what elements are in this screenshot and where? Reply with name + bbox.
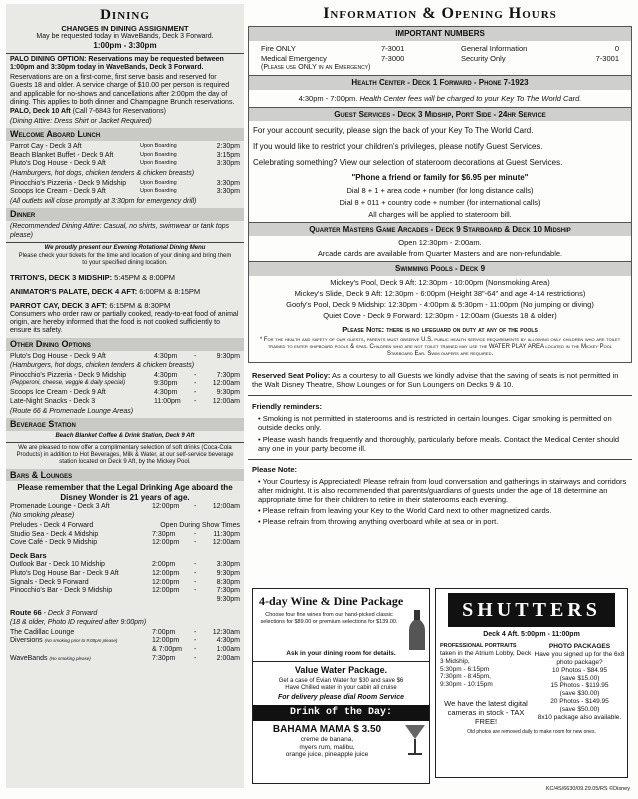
emergency-note: (Please use ONLY in an Emergency) — [261, 63, 371, 71]
health-time: 4:30pm - 7:00pm. — [298, 93, 358, 103]
medical-label: Medical Emergency — [261, 53, 327, 63]
palo-call: (Call 7-6843 for Reservations) — [72, 108, 167, 116]
cocktail-icon — [401, 721, 429, 761]
info-title: Information & Opening Hours — [323, 5, 557, 22]
wine-bottle-icon — [405, 610, 429, 650]
arcade-note: Arcade cards are available from Quarter Masters and are non-refundable. — [317, 249, 563, 259]
route-row: Diversions (No smoking prior to 9:00pm please) 12:00pm - 4:30pm — [10, 637, 240, 645]
pool-goofy: Goofy's Pool, Deck 9 Midship: 12:30pm - 4:00pm & 5:30pm - 11:00pm (No jumping or diving) — [286, 299, 594, 309]
deck-bars-heading: Deck Bars — [10, 551, 47, 560]
pools-heading: Swimming Pools - Deck 9 — [249, 261, 631, 276]
package-line: (save $15.00) — [559, 674, 600, 682]
packages-text: Have you signed up for the 6x8 photo package? — [534, 651, 625, 666]
route-note: (18 & older, Photo ID required after 9:00pm) — [10, 619, 147, 627]
bahama-line1: creme de banana, — [300, 735, 354, 743]
digital-cameras: We have the latest digital cameras in stock - TAX FREE! — [444, 698, 528, 726]
shutters-location: Deck 4 Aft. 5:00pm - 11:00pm — [483, 631, 580, 638]
packages-heading: PHOTO PACKAGES — [548, 643, 611, 651]
package-line: 10 Photos - $84.95 — [552, 666, 607, 674]
assign-time: 1:00pm - 3:30pm — [93, 41, 157, 51]
dial-intl: Dial 8 + 011 + country code + number (for international calls) — [339, 197, 541, 207]
animator-label: ANIMATOR'S PALATE, DECK 4 AFT: — [10, 286, 138, 296]
bars-heading: Bars & Lounges — [6, 469, 244, 482]
palo-option: PALO DINING OPTION: Reservations may be requested between 1:00pm and 3:30pm today in WaveBands, Deck 3 Forward. — [10, 55, 224, 72]
reminder-hands: Please wash hands frequently and thoroughly, particularly before meals. Contact the Medical Center should any one in your party become ill. — [258, 435, 620, 454]
deck-bar-row: Outlook Bar - Deck 10 Midship 2:00pm - 3:30pm — [10, 561, 240, 568]
other-row: Pluto's Dog House - Deck 9 Aft 4:30pm - 9:30pm — [10, 352, 240, 360]
other-row: (Pepperoni, cheese, veggie & daily special) 9:30pm - 12:00am — [10, 380, 240, 388]
important-numbers — [248, 26, 632, 363]
package-line: 8x10 package also available. — [537, 713, 622, 721]
other-dining-heading: Other Dining Options — [6, 338, 244, 351]
bahama-title: BAHAMA MAMA $ 3.50 — [272, 723, 382, 735]
guest-celebrate: Celebrating something? View our selection of stateroom decorations at Guest Services. — [253, 157, 563, 167]
important-heading: IMPORTANT NUMBERS — [249, 27, 631, 41]
route-row: & 7:00pm - 1:00am — [152, 646, 240, 654]
shutters-ad — [435, 588, 628, 778]
lunch-note: (Hamburgers, hot dogs, chicken tenders & chicken breasts) — [10, 170, 195, 178]
seat-text: As a courtesy to all Guests we kindly advise that the saving of seats is not permitted in the Walt Disney Theatre, Show Lounges or for Sun Loungers on Decks 9 & 10. — [252, 371, 619, 390]
health-note: Health Center fees will be charged to your Key To The World Card. — [359, 93, 582, 103]
please-note-heading: Please Note: — [252, 465, 298, 475]
lunch-drill-note: (All outlets will close promptly at 3:30pm for emergency drill) — [10, 198, 197, 206]
drinking-age: Please remember that the Legal Drinking Age aboard the Disney Wonder is 21 years of age. — [17, 483, 233, 503]
package-line: (save $30.00) — [559, 690, 600, 698]
arcade-time: Open 12:30pm - 2:00am. — [398, 238, 482, 248]
footer-code: KC/4S/6630/09.29.05/RS ©Disney — [545, 786, 630, 792]
lunch-row: Beach Blanket Buffet - Deck 9 Aft Upon Boarding 3:15pm — [10, 151, 240, 159]
security-label: Security Only — [461, 53, 506, 63]
dinner-attire: (Recommended Dining Attire: Casual, no shirts, swimwear or tank tops please) — [10, 223, 230, 239]
note-overboard: Please refrain from throwing anything overboard while at sea or in port. — [262, 517, 499, 527]
fire-label: Fire ONLY — [261, 43, 296, 53]
beverage-location: Beach Blanket Coffee & Drink Station, Deck 9 Aft — [55, 432, 195, 439]
assign-heading: CHANGES IN DINING ASSIGNMENT — [61, 24, 189, 33]
route-heading: Route 66 — [10, 607, 42, 617]
dining-column — [6, 4, 244, 788]
toilet-note: * For the health and safety of our guests, parents must observe U.S. public health service requirements by allowing only children who are toilet trained to enter shipboard pools & spas. Children who are not toilet trained may use the WATER PLAY AREA located in the Mickey Pool Starboard Ear. Swim diapers are required. — [259, 336, 621, 358]
drink-heading: Drink of the Day: — [253, 705, 429, 721]
guest-services-heading: Guest Services - Deck 3 Midship, Port Side - 24hr Service — [249, 107, 631, 122]
portraits-heading: PROFESSIONAL PORTRAITS — [440, 643, 517, 650]
pool-mickey: Mickey's Pool, Deck 9 Aft: 12:30pm - 10:00pm (Nonsmoking Area) — [330, 277, 550, 287]
other-note: (Hamburgers, hot dogs, chicken tenders & chicken breasts) — [10, 362, 195, 370]
raw-food-warning: Consumers who order raw or partially cooked, ready-to-eat food of animal origin, are hereby informed that the food is not cooked sufficiently to ensure its safety. — [10, 310, 239, 335]
friendly-heading: Friendly reminders: — [252, 402, 323, 412]
dial-long: Dial 8 + 1 + area code + number (for long distance calls) — [346, 185, 534, 195]
dinner-present: We proudly present our Evening Rotational Dining Menu — [44, 245, 206, 252]
dinner-heading: Dinner — [6, 208, 244, 221]
assign-text: May be requested today in WaveBands, Deck 3 Forward. — [36, 33, 214, 40]
water-delivery: For delivery please dial Room Service — [277, 694, 405, 702]
parrot-times: 6:15PM & 8:30PM — [109, 300, 171, 310]
package-line: 20 Photos - $149.95 — [550, 697, 609, 705]
other-row: Scoops Ice Cream - Deck 9 Aft 4:30pm - 9:30pm — [10, 389, 240, 397]
portrait-time: 5:30pm - 6:15pm — [440, 665, 490, 673]
beverage-text: We are pleased to now offer a complimentary selection of soft drinks (Coca-Cola Products) in addition to Hot Beverages, Milk & Water, at our self-service beverage station located on Deck 9 Aft, by the Mickey Pool. — [16, 445, 234, 466]
note-courtesy: Your Courtesy is Appreciated! Please refrain from loud conversation and gatherings in stairways and corridors after midnight. It is also recommended that parents/guardians of guests under the age of 18 determine an appropriate time for their children to retire in their staterooms each evening. — [258, 477, 627, 505]
note-key-card: Please refrain from leaving your Key to the World Card next to other magnetized cards. — [262, 506, 552, 516]
other-row: Pinocchio's Pizzeria - Deck 9 Midship 4:30pm - 7:30pm — [10, 371, 240, 379]
beverage-heading: Beverage Station — [6, 418, 244, 431]
wine-text: Choose four fine wines from our hand-picked classic selections for $89.00 or premium selections for $139.00. — [260, 612, 398, 625]
bar-row: Cove Café - Deck 9 Midship 12:00pm - 12:00am — [10, 539, 240, 547]
arcade-heading: Quarter Masters Game Arcades - Deck 9 Starboard & Deck 10 Midship — [249, 222, 631, 237]
bar-row: Promenade Lounge - Deck 3 Aft 12:00pm - 12:00am — [10, 502, 240, 510]
pool-quiet-cove: Quiet Cove - Deck 9 Forward: 12:30pm - 12:00am (Guests 18 & older) — [323, 310, 557, 320]
route-location: - Deck 3 Forward — [43, 609, 98, 617]
dinner-check: Please check your tickets for the time and location of your dining and bring them to your specified dining location. — [18, 253, 232, 267]
security-number: 7-3001 — [595, 53, 619, 63]
guest-sign: For your account security, please sign the back of your Key To The World Card. — [253, 126, 534, 136]
water-title: Value Water Package. — [294, 665, 388, 676]
lunch-row: Parrot Cay - Deck 3 Aft Upon Boarding 2:30pm — [10, 142, 240, 150]
general-label: General Information — [461, 43, 528, 53]
bahama-line2: myers rum, malibu, — [299, 743, 355, 751]
animator-times: 6:00PM & 8:15PM — [139, 286, 201, 296]
deck-bar-row: 9:30pm — [216, 596, 240, 603]
lunch-heading: Welcome Aboard Lunch — [6, 128, 244, 141]
deck-bar-row: Signals - Deck 9 Forward 12:00pm - 8:30pm — [10, 578, 240, 586]
deck-bar-row: Pinocchio's Bar - Deck 9 Midship 12:00pm - 7:30pm — [10, 587, 240, 595]
old-photos-note: Old photos are removed daily to make room for new ones. — [467, 728, 596, 735]
dial-charges: All charges will be applied to stateroom bill. — [368, 209, 512, 219]
lifeguard-note: Please Note: there is no lifeguard on duty at any of the pools — [342, 324, 538, 334]
shutters-logo: SHUTTERS — [448, 593, 615, 627]
route-row: WaveBands (No smoking please) 7:30pm - 2:00am — [10, 654, 240, 662]
wine-title: 4-day Wine & Dine Package — [259, 594, 404, 608]
portrait-time: 9:30pm - 10:15pm — [440, 681, 493, 689]
lunch-row: Pluto's Dog House - Deck 9 Aft Upon Boarding 3:30pm — [10, 160, 240, 168]
info-column: Information & Opening Hours IMPORTANT NUMBERS Fire ONLY 7-3001 General Information 0 Medical Emergency 7-3000 Security Only 7-3001 (Please use ONLY in an Emergency) Health Center - Deck 1 Forward - Phone 7-1923 4:30pm - 7:00pm. Health Center fees will be charged to your Key To The World Card. Guest Services - Deck 3 Midship, Port Side - 24hr Service For your account security, please sign the back of your Key To The World Card. If you would like to restrict your children's privileges, please notify Guest Services. Celebrating something? View our selection of stateroom decorations at Guest Services. "Phone a friend or family for $6.95 per minute" Dial 8 + 1 + area code + number (for long distance calls) Dial 8 + 011 + country code + number (for international calls) All charges will be applied to stateroom bill. Quarter Masters Game Arcades - Deck 9 Starboard & Deck 10 Midship Open 12:30pm - 2:00am. Arcade cards are available from Quarter Masters and are non-refundable. Swimming Pools - Deck 9 Mickey's Pool, Deck 9 Aft: 12:30pm - 10:00pm (Nonsmoking Area) Mickey's Slide, Deck 9 Aft: 12:30pm - 6:00pm (Height 38"-64" and age 4-14 restrictions) Goofy's Pool, Deck 9 Midship: 12:30pm - 4:00pm & 5:30pm - 11:00pm (No jumping or diving) Quiet Cove - Deck 9 Forward: 12:30pm - 12:00am (Guests 18 & older) Please Note: there is no lifeguard on duty at any of the pools * For the health and safety of our guests, parents must observe U.S. public health service requirements by allowing only children who are toilet trained to enter shipboard pools & spas. Children who are not toilet trained may use the WATER PLAY AREA located in the Mickey Pool Starboard Ear. Swim diapers are required. Reserved Seat Policy: As a courtesy to all Guests we kindly advise that the saving of seats is not permitted in the Walt Disney Theatre, Show Lounges or for Sun Loungers on Decks 9 & 10. Friendly reminders: • Smoking is not permitted in staterooms and is restricted in certain lounges. Cigar smoking is permitted on outside decks only. • Please wash hands frequently and thoroughly, particularly before meals. Contact the Medical Center should any one in your party become ill. Please Note: • Your Courtesy is Appreciated! Please refrain from loud conversation and gatherings in stairways and corridors after midnight. It is also recommended that parents/guardians of guests under the age of 18 determine an appropriate time for their children to retire in their staterooms each evening. • Please refrain from leaving your Key to the World Card next to other magnetized cards. • Please refrain from throwing anything overboard while at sea or in port. — [248, 4, 632, 794]
fire-number: 7-3001 — [381, 43, 405, 53]
water-text: Get a case of Evian Water for $30 and save $6 Have Chilled water in your cabin all cruise — [278, 677, 404, 692]
triton-label: TRITON'S, DECK 3 MIDSHIP: — [10, 272, 113, 282]
reservation-policy: Reservations are on a first-come, first serve basis and reserved for Guests 18 and older. A service charge of $10.00 per person is required and applicable for no-shows and cancellations after 2:00pm the day of dining. This applies to both dinner and Champagne Brunch reservations. — [10, 73, 235, 106]
package-line: (save $50.00) — [559, 705, 600, 713]
dining-title: Dining — [100, 7, 150, 23]
package-line: 15 Photos - $119.95 — [550, 682, 609, 690]
deck-bar-row: Pluto's Dog House Bar - Deck 9 Aft 12:00pm - 9:30pm — [10, 569, 240, 577]
triton-times: 5:45PM & 8:00PM — [114, 272, 176, 282]
bar-row: Studio Sea - Deck 4 Midship 7:30pm - 11:30pm — [10, 530, 240, 538]
phone-offer: "Phone a friend or family for $6.95 per minute" — [351, 173, 529, 183]
lunch-row: Scoops Ice Cream - Deck 9 Aft Upon Boarding 3:30pm — [10, 188, 240, 196]
reminder-smoking: Smoking is not permitted in staterooms and is restricted in certain lounges. Cigar smoking is permitted on outside decks only. — [258, 414, 612, 433]
bahama-line3: orange juice, pineapple juice — [285, 751, 369, 759]
medical-number: 7-3000 — [381, 53, 405, 63]
other-row: Late-Night Snacks - Deck 3 11:00pm - 12:00am — [10, 397, 240, 405]
palo-attire: (Dining Attire: Dress Shirt or Jacket Required) — [10, 117, 152, 125]
wine-package-ad — [252, 588, 430, 784]
other-note: (Route 66 & Promenade Lounge Areas) — [10, 407, 134, 415]
route-row: The Cadillac Lounge 7:00pm - 12:30am — [10, 628, 240, 636]
palo-location: PALO, Deck 10 Aft — [10, 108, 71, 116]
portrait-time: 7:30pm - 8:45pm, — [440, 673, 491, 681]
lunch-row: Pinocchio's Pizzeria - Deck 9 Midship Upon Boarding 3:30pm — [10, 179, 240, 187]
guest-restrict: If you would like to restrict your children's privileges, please notify Guest Services. — [253, 141, 543, 151]
wine-ask: Ask in your dining room for details. — [286, 650, 396, 658]
portraits-text: taken in the Atrium Lobby, Deck 3 Midship, — [440, 649, 532, 665]
health-heading: Health Center - Deck 1 Forward - Phone 7-1923 — [249, 75, 631, 90]
seat-heading: Reserved Seat Policy: — [252, 371, 331, 381]
bar-row: Preludes - Deck 4 Forward Open During Show Times — [10, 521, 240, 529]
parrot-label: PARROT CAY, DECK 3 AFT: — [10, 300, 108, 310]
general-number: 0 — [614, 43, 619, 53]
bar-note: (No smoking please) — [10, 512, 75, 520]
pool-slide: Mickey's Slide, Deck 9 Aft: 12:30pm - 6:00pm (Height 38"-64" and age 4-14 restrictions) — [294, 288, 586, 298]
